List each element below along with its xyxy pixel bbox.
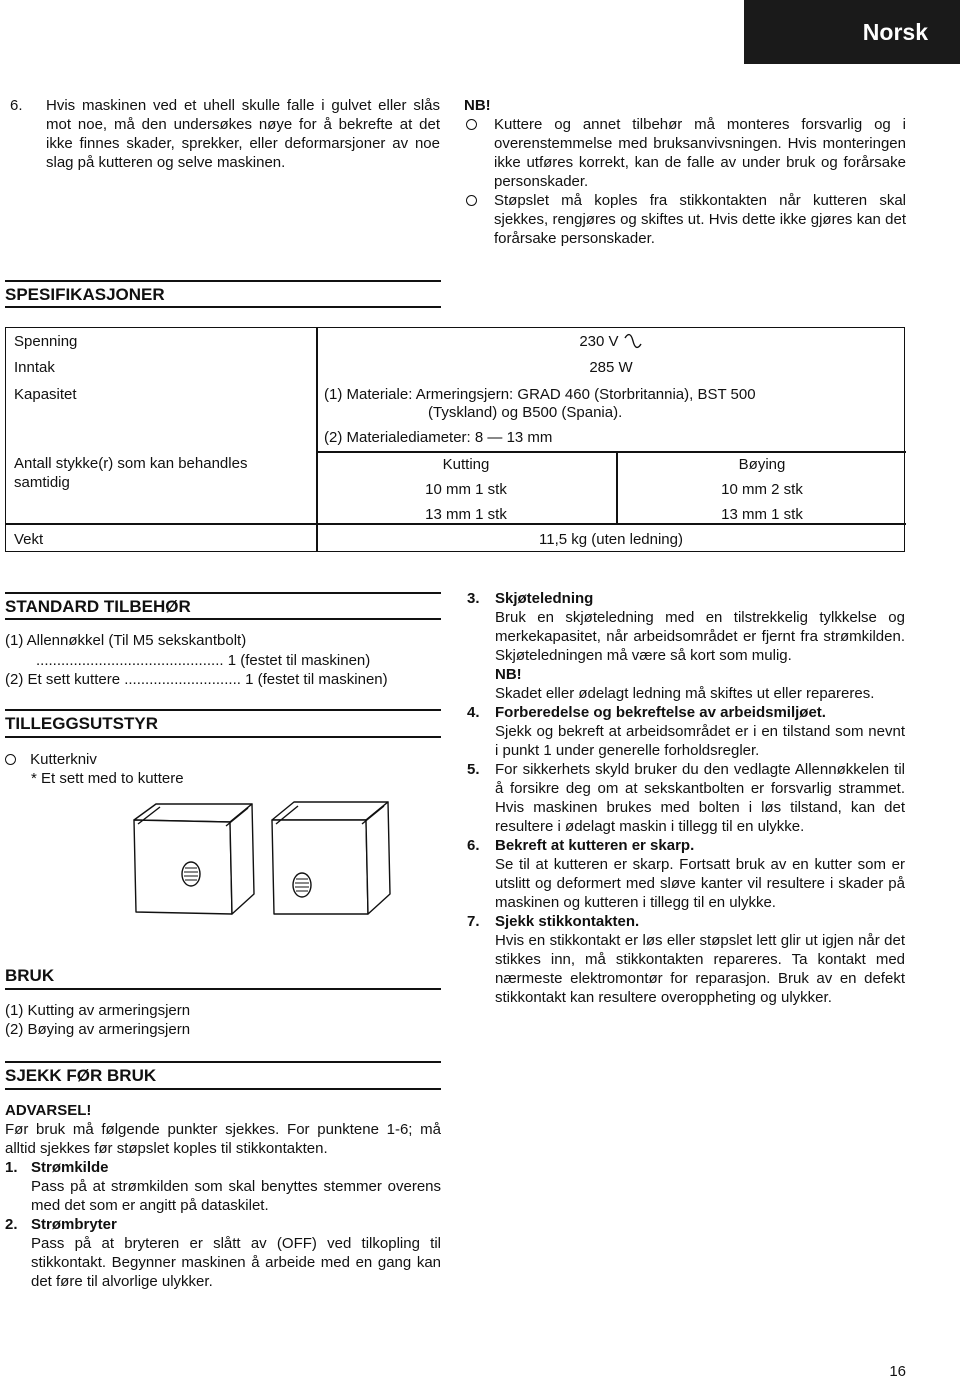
spec-value-power: 285 W — [589, 359, 633, 376]
item-number: 1. — [5, 1159, 18, 1176]
capacity-line-1: (1) Materiale: Armeringsjern: GRAD 460 (Storbritannia), BST 500 — [324, 386, 756, 403]
usage-heading: BRUK — [5, 966, 55, 985]
nb-bullet-text: Kuttere og annet tilbehør må monteres forsvarlig og i overenstemmelse med bruksanvivsningen. Hvis monteringen ikke utføres korrekt, kan de falle av under bruk og forårsake personskader. — [494, 116, 906, 190]
right-column — [467, 589, 905, 1007]
item-text: Hvis en stikkontakt er løs eller støpslet lett glir ut igjen når det stikkes inn, må stikkontakten repareres. Ta kontakt med nærmeste elektromontør for reparasjon. Bruk av en defekt stikkontakt kan resultere overoppheting og ulykker. — [495, 932, 905, 1006]
usage-item: (1) Kutting av armeringsjern — [5, 1002, 191, 1019]
bending-row: 10 mm 2 stk — [721, 481, 803, 498]
section-rule — [5, 618, 441, 620]
language-tab: Norsk — [744, 0, 960, 64]
check-item-6 — [467, 836, 905, 912]
check-item-5 — [467, 760, 905, 836]
check-item-4 — [467, 703, 905, 760]
section-rule — [5, 592, 441, 594]
section-rule — [5, 736, 441, 738]
spec-label-pieces: Antall stykke(r) som kan behandles samtidig — [14, 455, 248, 491]
item-text: For sikkerhets skyld bruker du den vedlagte Allennøkkelen til å forsikre deg om at sekskantbolten er forsvarlig strammet. Hvis maskinen brukes med bolten i løs tilstand, kan det resultere i ødelagt maskin i tillegg til en ulykke. — [495, 761, 905, 835]
cutting-row: 10 mm 1 stk — [425, 481, 507, 498]
item-title: Forberedelse og bekreftelse av arbeidsmiljøet. — [495, 704, 826, 721]
nb-block — [464, 96, 906, 248]
spec-value-weight: 11,5 kg (uten ledning) — [539, 531, 683, 548]
optional-note: * Et sett med to kuttere — [31, 770, 184, 787]
item-text: Pass på at bryteren er slått av (OFF) ved tilkopling til stikkontakt. Begynner maskinen å arbeide med en gang kan det føre til alvorlige ulykker. — [31, 1235, 441, 1290]
section-rule — [5, 709, 441, 711]
item-number: 4. — [467, 704, 480, 721]
optional-heading: TILLEGGSUTSTYR — [5, 714, 158, 733]
check-item-1 — [5, 1158, 441, 1215]
nb-label: NB! — [464, 97, 491, 114]
section-rule — [5, 1061, 441, 1063]
section-rule — [5, 1088, 441, 1090]
circle-bullet-icon — [466, 195, 477, 206]
section-rule — [5, 280, 441, 282]
nb-text: Skadet eller ødelagt ledning må skiftes ut eller repareres. — [495, 685, 875, 702]
standard-line: ............................................. 1 (festet til maskinen) — [36, 652, 371, 669]
spec-label-capacity: Kapasitet — [14, 386, 77, 403]
nb-bullet-2 — [464, 191, 906, 248]
standard-line: (1) Allennøkkel (Til M5 sekskantbolt) — [5, 632, 247, 649]
pieces-top-rule — [316, 451, 906, 453]
bending-header: Bøying — [738, 456, 786, 473]
check-item-2 — [5, 1215, 441, 1291]
usage-item: (2) Bøying av armeringsjern — [5, 1021, 191, 1038]
voltage-value: 230 V — [579, 333, 619, 350]
item-number: 3. — [467, 590, 480, 607]
item-text: Hvis maskinen ved et uhell skulle falle i gulvet eller slås mot noe, må den undersøkes nøye for å bekrefte at det ikke finnes skader, sprekker, eller deformarsjoner av noe slag på kutteren og selve maskinen. — [46, 97, 440, 171]
section-rule — [5, 988, 441, 990]
check-item-7 — [467, 912, 905, 1007]
nb-label: NB! — [495, 666, 522, 683]
bending-row: 13 mm 1 stk — [721, 506, 803, 523]
page-number: 16 — [889, 1363, 906, 1380]
optional-item-label: Kutterkniv — [30, 751, 97, 768]
capacity-line-3: (2) Materialediameter: 8 — 13 mm — [324, 429, 553, 446]
nb-bullet-text: Støpslet må koples fra stikkontakten når kutteren skal sjekkes, rengjøres og skiftes ut. Hvis dette ikke gjøres kan det forårsake personskader. — [494, 192, 906, 247]
item-text: Se til at kutteren er skarp. Fortsatt bruk av en kutter som er utslitt og deformert med sløve kanter vil resultere i skader på maskinen og kutteren i tillegg til en ulykke. — [495, 856, 905, 911]
check-intro: Før bruk må følgende punkter sjekkes. For punktene 1-6; må alltid sjekkes før støpslet koples til stikkontakten. — [5, 1121, 441, 1157]
spec-label-voltage: Spenning — [14, 333, 78, 350]
ac-symbol-icon — [623, 333, 643, 351]
item-title: Skjøteledning — [495, 590, 594, 607]
section-rule — [5, 306, 441, 308]
cutting-header: Kutting — [442, 456, 490, 473]
item-title: Sjekk stikkontakten. — [495, 913, 640, 930]
circle-bullet-icon — [5, 754, 16, 765]
cutting-row: 13 mm 1 stk — [425, 506, 507, 523]
item-number: 6. — [10, 97, 23, 114]
pieces-bottom-rule — [6, 523, 906, 525]
capacity-line-2: (Tyskland) og B500 (Spania). — [428, 404, 623, 421]
item-text: Sjekk og bekreft at arbeidsområdet er i en tilstand som nevnt i punkt 1 under generelle forholdsregler. — [495, 723, 905, 759]
standard-heading: STANDARD TILBEHØR — [5, 597, 191, 616]
item-number: 7. — [467, 913, 480, 930]
warning-label: ADVARSEL! — [5, 1102, 92, 1119]
cutter-illustration — [126, 790, 396, 930]
check-item-3 — [467, 589, 905, 703]
standard-line: (2) Et sett kuttere ............................ 1 (festet til maskinen) — [5, 671, 388, 688]
item-text: Bruk en skjøteledning med en tilstrekkelig tylkkelse og merkekapasitet, når arbeidsområdet er fjernt fra strømkilden. Skjøteledningen må være så kort som mulig. — [495, 609, 905, 664]
item-number: 5. — [467, 761, 480, 778]
item-number: 6. — [467, 837, 480, 854]
circle-bullet-icon — [466, 119, 477, 130]
spec-label-weight: Vekt — [14, 531, 44, 548]
item-number: 2. — [5, 1216, 18, 1233]
spec-label-power: Inntak — [14, 359, 55, 376]
item-title: Strømbryter — [31, 1216, 117, 1233]
item-title: Strømkilde — [31, 1159, 109, 1176]
item-text: Pass på at strømkilden som skal benyttes stemmer overens med det som er angitt på dataskilet. — [31, 1178, 441, 1214]
spec-value-voltage — [318, 332, 904, 351]
spec-table — [5, 327, 905, 552]
nb-bullet-1 — [464, 115, 906, 191]
check-heading: SJEKK FØR BRUK — [5, 1066, 157, 1085]
spec-heading: SPESIFIKASJONER — [5, 285, 165, 304]
optional-item — [5, 750, 97, 769]
top-left-item — [10, 96, 440, 172]
item-title: Bekreft at kutteren er skarp. — [495, 837, 695, 854]
